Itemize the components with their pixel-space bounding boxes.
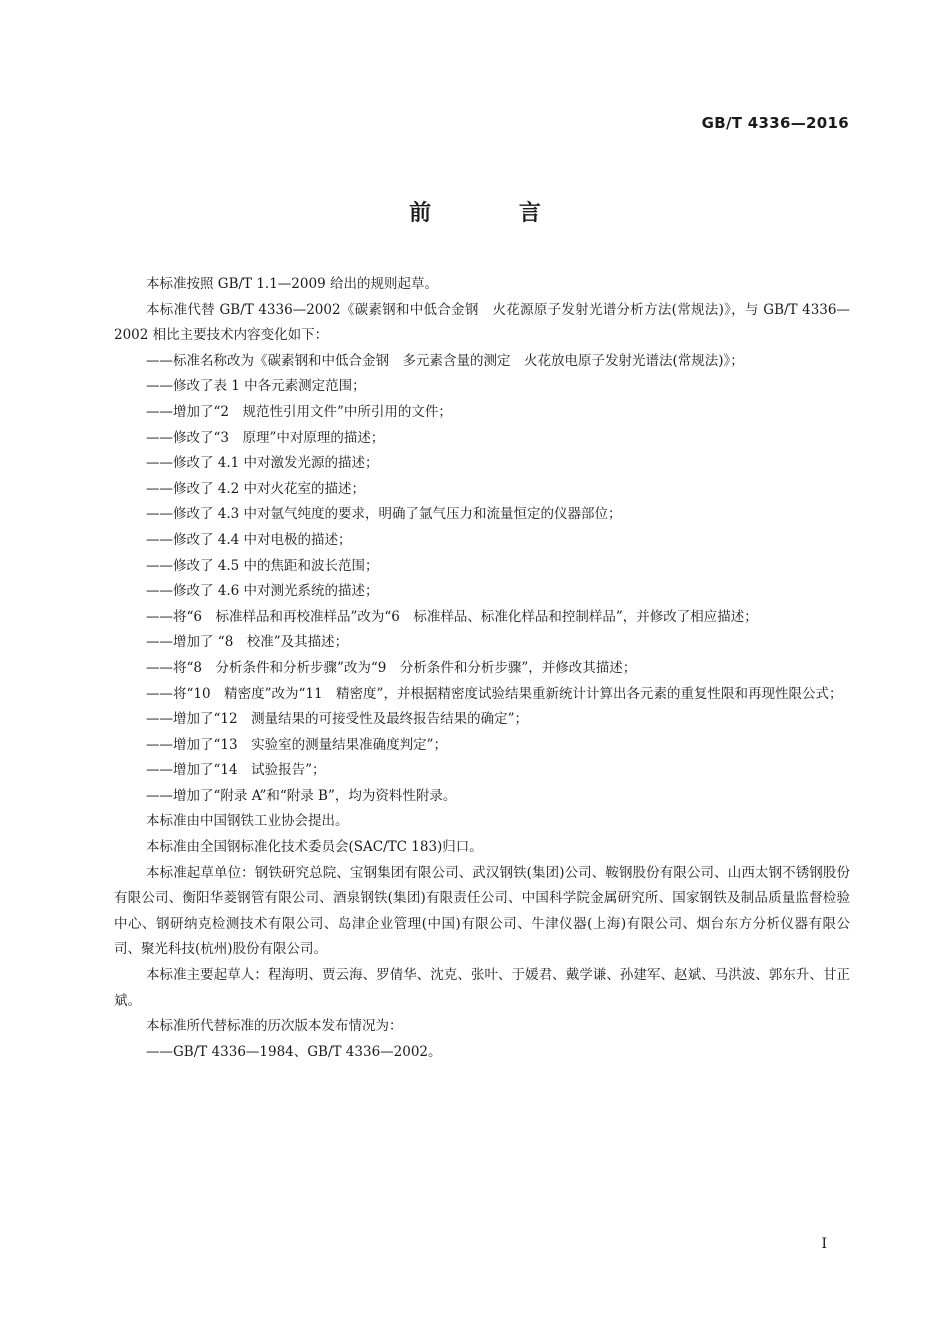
history-item: ——GB/T 4336—1984、GB/T 4336—2002。 (146, 1043, 442, 1060)
page-title: 前 言 (409, 201, 581, 226)
change-item: ——标准名称改为《碳素钢和中低合金钢 多元素含量的测定 火花放电原子发射光谱法(常规法)》； (146, 352, 744, 369)
change-item: ——修改了 4.4 中对电极的描述； (146, 531, 352, 548)
change-item: ——将“10 精密度”改为“11 精密度”，并根据精密度试验结果重新统计计算出各元素的重复性限和再现性限公式； (146, 685, 843, 702)
paragraph-drafting-rules: 本标准按照 GB/T 1.1—2009 给出的规则起草。 (146, 276, 438, 292)
change-item: ——增加了“2 规范性引用文件”中所引用的文件； (146, 403, 452, 420)
paragraph-proposer: 本标准由中国钢铁工业协会提出。 (146, 813, 349, 830)
change-item: ——修改了 4.2 中对火花室的描述； (146, 480, 366, 497)
change-item: ——增加了“附录 A”和“附录 B”，均为资料性附录。 (146, 787, 457, 804)
paragraph-replacement: 本标准代替 GB/T 4336—2002《碳素钢和中低合金钢 火花源原子发射光谱分析方法(常规法)》，与 GB/T 4336—2002 相比主要技术内容变化如下： (114, 301, 850, 344)
change-item: ——修改了 4.1 中对激发光源的描述； (146, 455, 379, 472)
change-item: ——修改了 4.5 中的焦距和波长范围； (146, 557, 379, 574)
paragraph-history-intro: 本标准所代替标准的历次版本发布情况为： (146, 1018, 403, 1035)
change-item: ——将“8 分析条件和分析步骤”改为“9 分析条件和分析步骤”，并修改其描述； (146, 659, 637, 676)
change-item: ——增加了“12 测量结果的可接受性及最终报告结果的确定”； (146, 711, 528, 728)
page-number: I (821, 1236, 827, 1252)
change-item: ——将“6 标准样品和再校准样品”改为“6 标准样品、标准化样品和控制样品”，并修改了相应描述； (146, 608, 758, 625)
change-item: ——修改了 4.3 中对氩气纯度的要求，明确了氩气压力和流量恒定的仪器部位； (146, 506, 622, 523)
change-item: ——修改了“3 原理”中对原理的描述； (146, 429, 385, 446)
change-item: ——修改了 4.6 中对测光系统的描述； (146, 583, 379, 600)
paragraph-drafters: 本标准主要起草人：程海明、贾云海、罗倩华、沈克、张叶、于媛君、戴学谦、孙建军、赵斌、马洪波、郭东升、甘正斌。 (114, 967, 850, 1009)
paragraph-drafting-units: 本标准起草单位：钢铁研究总院、宝钢集团有限公司、武汉钢铁(集团)公司、鞍钢股份有限公司、山西太钢不锈钢股份有限公司、衡阳华菱钢管有限公司、酒泉钢铁(集团)有限责任公司、中国科学院金属研究所、国家钢铁及制品质量监督检验中心、钢研纳克检测技术有限公司、岛津企业管理(中国)有限公司、牛津仪器(上海)有限公司、烟台东方分析仪器有限公司、聚光科技(杭州)股份有限公司。 (114, 864, 850, 958)
change-item: ——增加了 “8 校准”及其描述； (146, 634, 349, 651)
change-item: ——增加了“13 实验室的测量结果准确度判定”； (146, 736, 447, 753)
standard-code: GB/T 4336—2016 (701, 114, 849, 132)
foreword-body (114, 272, 850, 1065)
paragraph-administrator: 本标准由全国钢标准化技术委员会(SAC/TC 183)归口。 (146, 839, 483, 856)
change-item: ——增加了“14 试验报告”； (146, 762, 326, 779)
change-item: ——修改了表 1 中各元素测定范围； (146, 378, 366, 395)
